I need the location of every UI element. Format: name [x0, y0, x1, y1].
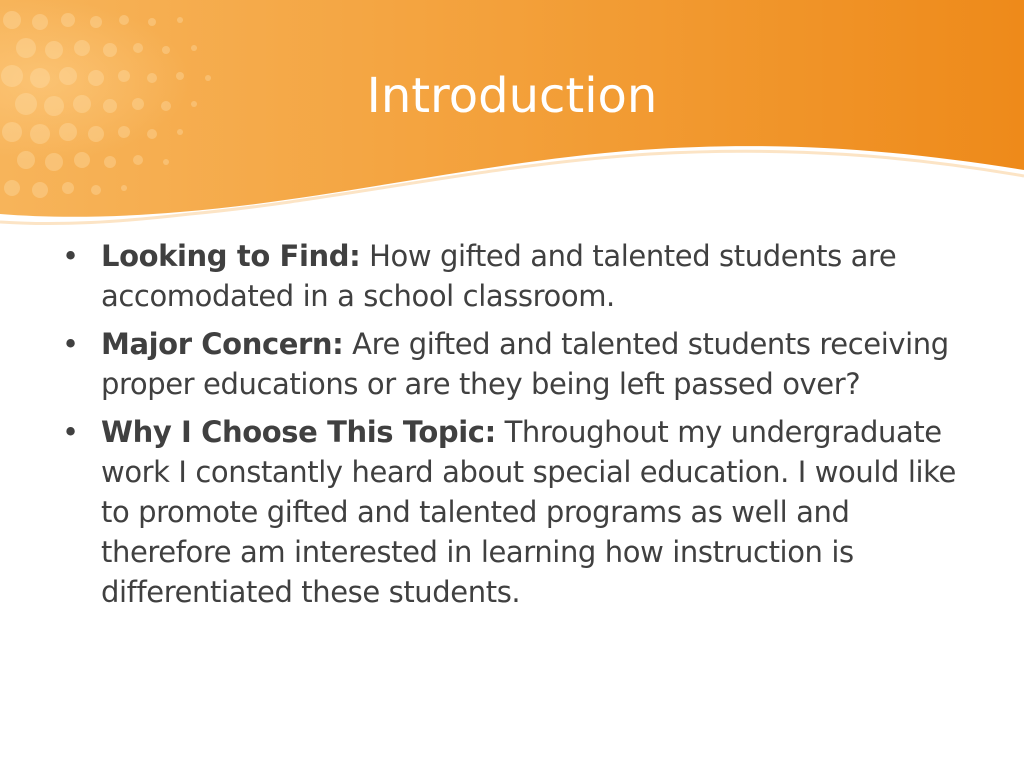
- bullet-icon: •: [62, 239, 79, 273]
- bullet-label: Major Concern:: [101, 327, 344, 361]
- bullet-list: [58, 236, 978, 612]
- bullet-item-looking-to-find: [58, 236, 978, 316]
- bullet-label: Why I Choose This Topic:: [101, 415, 496, 449]
- bullet-text: How gifted and talented students are accomodated in a school classroom.: [101, 239, 897, 313]
- bullet-item-why-i-choose-this-topic: [58, 412, 978, 612]
- bullet-text: Throughout my undergraduate work I constantly heard about special education. I would like to promote gifted and talented programs as well and therefore am interested in learning how instruction is differentiated these students.: [101, 415, 956, 609]
- bullet-icon: •: [62, 327, 79, 361]
- slide-title: Introduction: [366, 68, 658, 124]
- bullet-item-major-concern: [58, 324, 978, 404]
- bullet-label: Looking to Find:: [101, 239, 361, 273]
- bullet-icon: •: [62, 415, 79, 449]
- slide-body: [58, 236, 978, 620]
- bullet-text: Are gifted and talented students receiving proper educations or are they being left passed over?: [101, 327, 949, 401]
